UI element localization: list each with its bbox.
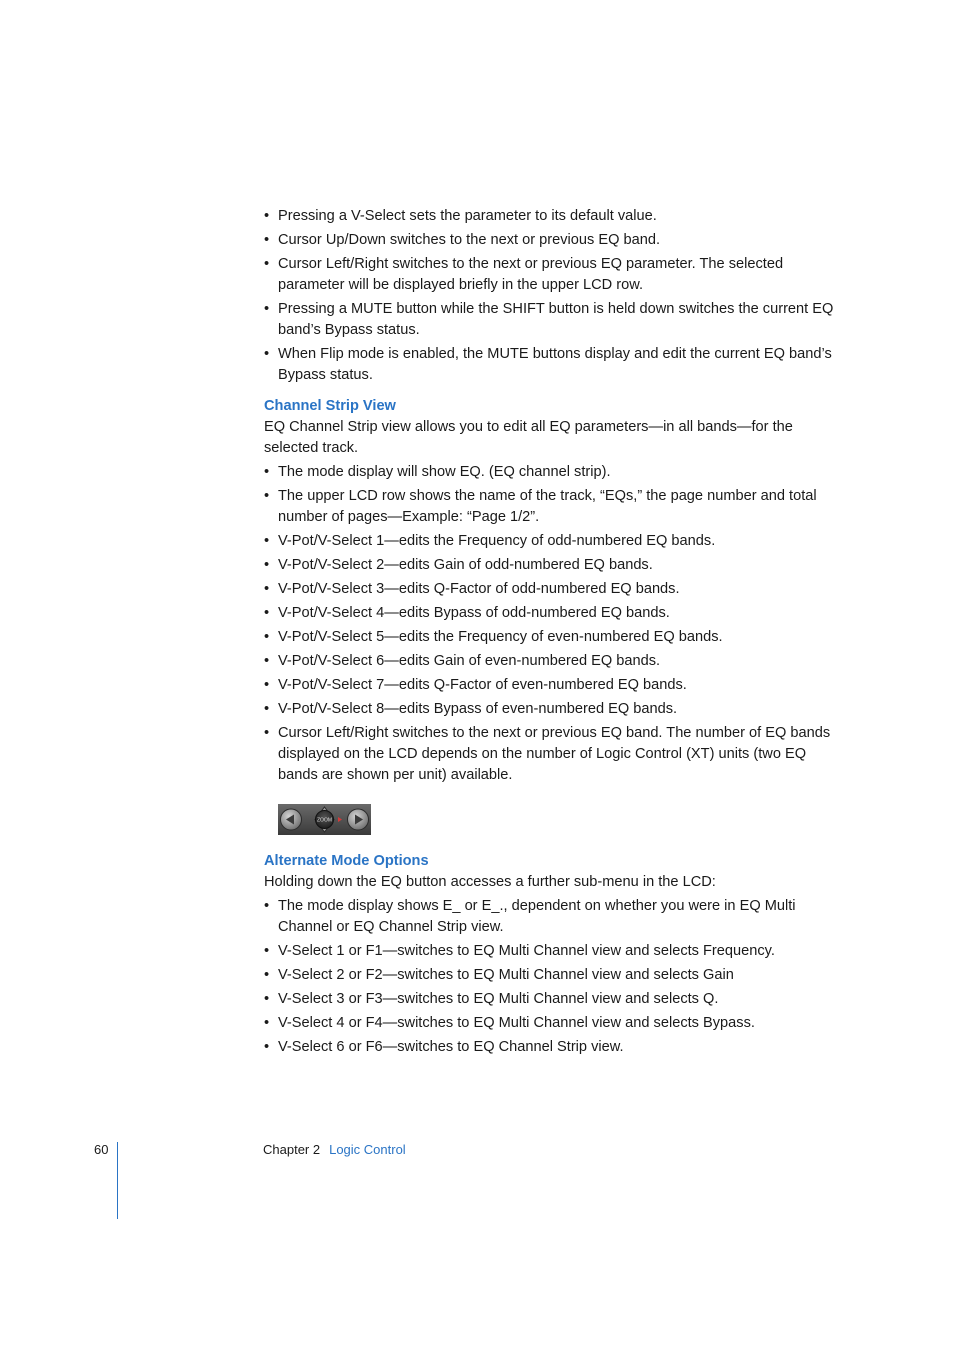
list-item: • V-Pot/V-Select 8—edits Bypass of even-numbered EQ bands. bbox=[264, 699, 836, 720]
list-item: • V-Select 6 or F6—switches to EQ Channel Strip view. bbox=[264, 1037, 836, 1058]
bullet-icon: • bbox=[264, 1015, 270, 1031]
list-item: • The upper LCD row shows the name of the track, “EQs,” the page number and total number of pages—Example: “Page 1/2”. bbox=[264, 488, 817, 525]
bullet-icon: • bbox=[264, 1039, 270, 1055]
zoom-button-icon bbox=[316, 811, 334, 829]
chapter-title-link[interactable]: Logic Control bbox=[329, 1142, 406, 1157]
list-item: • V-Pot/V-Select 1—edits the Frequency of odd-numbered EQ bands. bbox=[264, 531, 836, 552]
bullet-icon: • bbox=[264, 898, 270, 914]
chapter-label: Chapter 2 bbox=[263, 1142, 321, 1157]
alternate-mode-intro: Holding down the EQ button accesses a further sub-menu in the LCD: bbox=[264, 874, 716, 890]
list-item: • The mode display shows E_ or E_., dependent on whether you were in EQ Multi Channel or EQ Channel Strip view. bbox=[264, 898, 796, 935]
bullet-icon: • bbox=[264, 533, 270, 549]
list-item: • Cursor Left/Right switches to the next or previous EQ band. The number of EQ bands displayed on the LCD depends on the number of Logic Control (XT) units (two EQ bands are shown per unit) available. bbox=[264, 725, 831, 783]
bullet-icon: • bbox=[264, 701, 270, 717]
channel-strip-bullet-list bbox=[264, 462, 836, 786]
list-item: • V-Pot/V-Select 7—edits Q-Factor of even-numbered EQ bands. bbox=[264, 675, 836, 696]
bullet-icon: • bbox=[264, 208, 270, 224]
footer-divider bbox=[117, 1142, 118, 1219]
cursor-buttons-image bbox=[278, 804, 371, 835]
bullet-icon: • bbox=[264, 346, 270, 362]
arrow-right-icon bbox=[348, 809, 369, 830]
bullet-icon: • bbox=[264, 605, 270, 621]
list-item: • V-Pot/V-Select 5—edits the Frequency of even-numbered EQ bands. bbox=[264, 627, 836, 648]
bullet-icon: • bbox=[264, 677, 270, 693]
bullet-icon: • bbox=[264, 557, 270, 573]
footer-chapter bbox=[263, 1142, 406, 1157]
list-item: • V-Pot/V-Select 3—edits Q-Factor of odd-numbered EQ bands. bbox=[264, 579, 836, 600]
bullet-icon: • bbox=[264, 967, 270, 983]
list-item: • Cursor Up/Down switches to the next or previous EQ band. bbox=[264, 230, 836, 251]
bullet-icon: • bbox=[264, 581, 270, 597]
list-item: • Pressing a V-Select sets the parameter to its default value. bbox=[264, 206, 836, 227]
list-item: • When Flip mode is enabled, the MUTE buttons display and edit the current EQ band’s Bypass status. bbox=[264, 346, 832, 383]
channel-strip-intro: EQ Channel Strip view allows you to edit all EQ parameters—in all bands—for the selected track. bbox=[264, 419, 793, 456]
intro-bullet-list bbox=[264, 206, 836, 386]
page-number: 60 bbox=[94, 1142, 109, 1157]
bullet-icon: • bbox=[264, 256, 270, 272]
list-item: • Pressing a MUTE button while the SHIFT button is held down switches the current EQ band’s Bypass status. bbox=[264, 301, 834, 338]
list-item: • V-Select 4 or F4—switches to EQ Multi Channel view and selects Bypass. bbox=[264, 1013, 836, 1034]
bullet-icon: • bbox=[264, 991, 270, 1007]
bullet-icon: • bbox=[264, 488, 270, 504]
channel-strip-heading: Channel Strip View bbox=[264, 398, 396, 414]
bullet-icon: • bbox=[264, 725, 270, 741]
list-item: • V-Pot/V-Select 4—edits Bypass of odd-numbered EQ bands. bbox=[264, 603, 836, 624]
list-item: • V-Select 1 or F1—switches to EQ Multi Channel view and selects Frequency. bbox=[264, 941, 836, 962]
zoom-label: ZOOM bbox=[317, 817, 332, 824]
list-item: • Cursor Left/Right switches to the next or previous EQ parameter. The selected parameter will be displayed briefly in the upper LCD row. bbox=[264, 256, 784, 293]
list-item: • V-Pot/V-Select 6—edits Gain of even-numbered EQ bands. bbox=[264, 651, 836, 672]
list-item: • V-Select 3 or F3—switches to EQ Multi Channel view and selects Q. bbox=[264, 989, 836, 1010]
alternate-mode-heading: Alternate Mode Options bbox=[264, 853, 429, 869]
list-item: • V-Pot/V-Select 2—edits Gain of odd-numbered EQ bands. bbox=[264, 555, 836, 576]
arrow-left-icon bbox=[281, 809, 302, 830]
list-item: • The mode display will show EQ. (EQ channel strip). bbox=[264, 462, 836, 483]
bullet-icon: • bbox=[264, 301, 270, 317]
page-content bbox=[264, 206, 836, 1061]
alternate-mode-bullet-list bbox=[264, 896, 836, 1058]
bullet-icon: • bbox=[264, 629, 270, 645]
bullet-icon: • bbox=[264, 464, 270, 480]
bullet-icon: • bbox=[264, 232, 270, 248]
bullet-icon: • bbox=[264, 653, 270, 669]
list-item: • V-Select 2 or F2—switches to EQ Multi Channel view and selects Gain bbox=[264, 965, 836, 986]
bullet-icon: • bbox=[264, 943, 270, 959]
